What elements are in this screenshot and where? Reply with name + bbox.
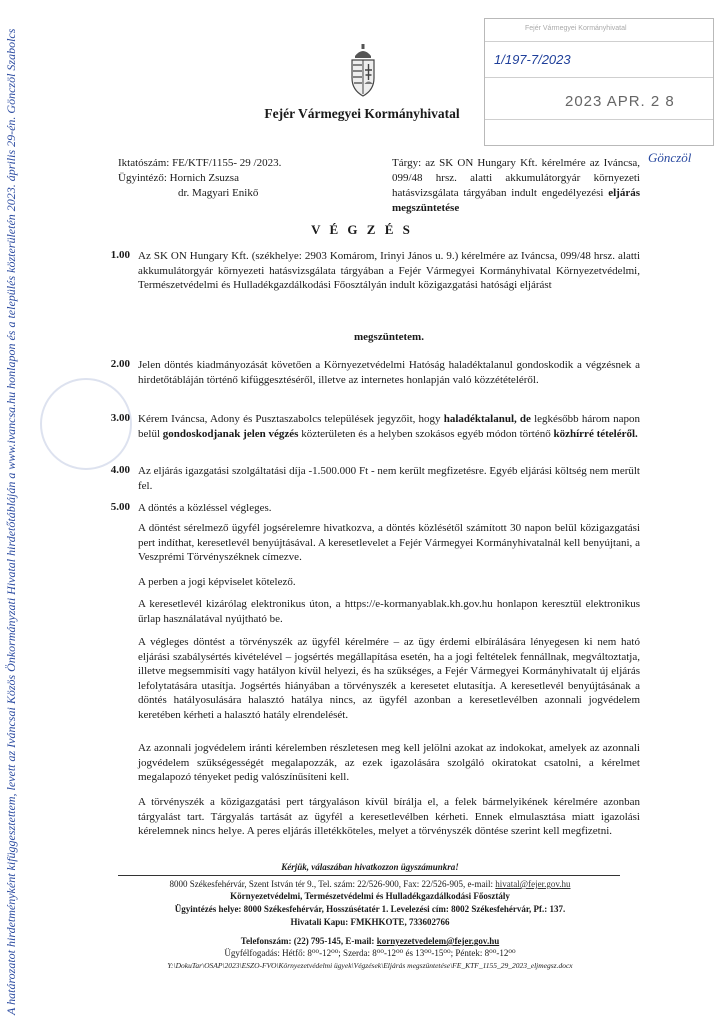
section-number: 3.00 <box>110 412 130 424</box>
footer-location: Ügyintézés helye: 8000 Székesfehérvár, Hosszúsétatér 1. Levelezési cím: 8002 Székesfehérvár, Pf.: 137. <box>174 904 566 914</box>
section-number: 5.00 <box>110 501 130 513</box>
hearing-paragraph: A törvényszék a közigazgatási pert tárgyaláson kívül bírálja el, a felek bármelyikének kérelmére azonban tárgyalást tart. Tárgyalás tartását az ügyfél a keresetlevélben kérheti. Ennek elmulasztása miatt igazolási kérelemnek nincs helye. A peres eljárás illetékköteles, melyet a törvényszék döntése szerint kell megfizetni. <box>138 796 640 838</box>
handwritten-margin-note: Gönczöl <box>648 150 692 165</box>
footer-gateway: Hivatali Kapu: FMKHKOTE, 733602766 <box>290 917 450 927</box>
stamp-faint-label: Fejér Vármegyei Kormányhivatal <box>525 25 627 32</box>
footer-hours: Ügyfélfogadás: Hétfő: 8⁰⁰-12⁰⁰; Szerda: 8⁰⁰-12⁰⁰ és 13⁰⁰-15⁰⁰; Péntek: 8⁰⁰-12⁰⁰ <box>224 948 516 958</box>
footer-email-link[interactable]: hivatal@fejer.gov.hu <box>495 879 571 889</box>
s3f: közhírré tételéről. <box>553 427 638 440</box>
ugyintezo-2: dr. Magyari Enikő <box>178 187 259 199</box>
footer-slogan: Kérjük, válaszában hivatkozzon ügyszámunkra! <box>281 862 459 872</box>
footer-file-path: Y:\DokuTar\OSAP\2023\ESZO-FVO\Környezetvédelmi ügyek\Végzések\Eljárás megszüntetése\FE_KTF_1155_29_2023_eljmegsz.docx <box>167 961 573 970</box>
footer-divider <box>118 875 620 876</box>
section-number: 4.00 <box>110 464 130 476</box>
subject-bold: eljárás megszüntetése <box>392 187 640 214</box>
section-4-text: Az eljárás igazgatási szolgáltatási díja -1.500.000 Ft - nem került megfizetésre. Egyéb eljárási költség nem merült fel. <box>138 465 640 492</box>
s3c: legkésőbb három napon belül <box>138 413 640 440</box>
s3a: Kérem Iváncsa, Adony és Pusztaszabolcs települések jegyzőit, hogy <box>138 413 444 425</box>
footer-dept-email-link[interactable]: kornyezetvedelem@fejer.gov.hu <box>376 936 500 946</box>
subject-text: Tárgy: az SK ON Hungary Kft. kérelmére az Iváncsa, 099/48 hrsz. alatti akkumulátorgyár környezeti hatásvizsgálata tárgyában indult engedélyezési <box>392 157 640 199</box>
electronic-submission-paragraph: A keresetlevél kizárólag elektronikus úton, a https://e-kormanyablak.kh.gov.hu honlapon keresztül elektronikus űrlap használatával nyújtható be. <box>138 598 640 625</box>
footer-phone <box>120 935 620 947</box>
received-stamp <box>484 18 714 146</box>
hungarian-coat-of-arms-icon <box>347 44 379 98</box>
footer-address-text: 8000 Székesfehérvár, Szent István tér 9., Tel. szám: 22/526-900, Fax: 22/526-905, e-mail: <box>169 879 496 889</box>
subject <box>392 156 640 216</box>
office-name: Fejér Vármegyei Kormányhivatal <box>264 106 460 121</box>
document-title: V É G Z É S <box>311 222 413 237</box>
section-2-text: Jelen döntés kiadmányozását követően a Környezetvédelmi Hatóság haladéktalanul gondoskodik a végzésnek a hirdetőtábláján történő kifüggesztéséről, illetve az internetes honlapján való közzétételéről. <box>138 359 640 386</box>
section-3-text <box>138 412 640 441</box>
received-date: 2023 APR. 2 8 <box>565 93 675 110</box>
footer-dept: Környezetvédelmi, Természetvédelmi és Hulladékgazdálkodási Főosztály <box>230 891 510 901</box>
handwritten-side-note: A határozatot hirdetményként kifüggesztettem, levett az Iváncsai Közös Önkormányzati Hivatal hirdetőtábláján a www.ivancsa.hu honlapon és a település közterületén 2023. április 29-én. Gönczöl Szabolcs <box>4 28 18 1015</box>
case-meta <box>118 156 358 201</box>
section-5-text: A döntés a közléssel végleges. <box>138 502 272 514</box>
registration-number: 1/197-7/2023 <box>494 52 571 67</box>
faint-seal-stamp <box>40 378 132 470</box>
footer-address <box>120 878 620 890</box>
appeal-paragraph: A döntést sérelmező ügyfél jogsérelemre hivatkozva, a döntés közlésétől számított 30 napon belül közigazgatási pert indíthat, keresetlevél benyújtásával. A keresetlevelet a Fejér Vármegyei Kormányhivatalnál kell benyújtani, a Veszprémi Törvényszéknek címezve. <box>138 522 640 564</box>
interim-relief-paragraph: Az azonnali jogvédelem iránti kérelemben részletesen meg kell jelölni azokat az indokokat, amelyek az azonnali jogvédelem szükségességét megalapozzák, az ezek igazolására szolgáló okiratokat csatolni, a kérelmet megalapozó tényeket pedig valószínűsíteni kell. <box>138 742 640 784</box>
s3e: közterületen és a helyben szokásos egyéb módon történő <box>298 427 554 440</box>
court-review-paragraph: A végleges döntést a törvényszék az ügyfél kérelmére – az ügy érdemi elbírálására lényegesen ki nem ható eljárási szabálysértés kivételével – jogsértés megállapítása esetén, ha a jogi feltételek fennállnak, megváltoztatja, illetve megsemmisíti vagy hatályon kívül helyezi, és ha szükséges, a Fejér Vármegyei Kormányhivatalt új eljárás lefolytatására utasítja. Jogsértés hiányában a törvényszék a keresetet elutasítja. A keresetlevél benyújtásának a döntés hatályosulására halasztó hatálya nincs, az ügyfél azonban a keresetlevélben azonnali jogvédelem keretében kérheti a halasztó hatály elrendelését. <box>138 636 640 721</box>
footer-phone-text: Telefonszám: (22) 795-145, E-mail: <box>240 936 375 946</box>
s3d: gondoskodjanak jelen végzés <box>162 427 299 440</box>
section-1-text: Az SK ON Hungary Kft. (székhelye: 2903 Komárom, Irinyi János u. 9.) kérelmére az Iváncsa, 099/48 hrsz. alatti akkumulátorgyár környezeti hatásvizsgálata tárgyában a Fejér Vármegyei Kormányhivatal Környezetvédelmi, Természetvédelmi és Hulladékgazdálkodási Főosztályán indult közigazgatási hatósági eljárást <box>138 250 640 292</box>
s3b: haladéktalanul, de <box>443 413 531 425</box>
legal-rep-paragraph: A perben a jogi képviselet kötelező. <box>138 576 296 588</box>
section-number: 2.00 <box>110 358 130 370</box>
section-number: 1.00 <box>110 249 130 261</box>
ugyintezo: Ügyintéző: Hornich Zsuzsa <box>118 172 239 184</box>
iktatoszam: Iktatószám: FE/KTF/1155- 29 /2023. <box>118 157 282 169</box>
decision-word: megszüntetem. <box>354 331 424 343</box>
